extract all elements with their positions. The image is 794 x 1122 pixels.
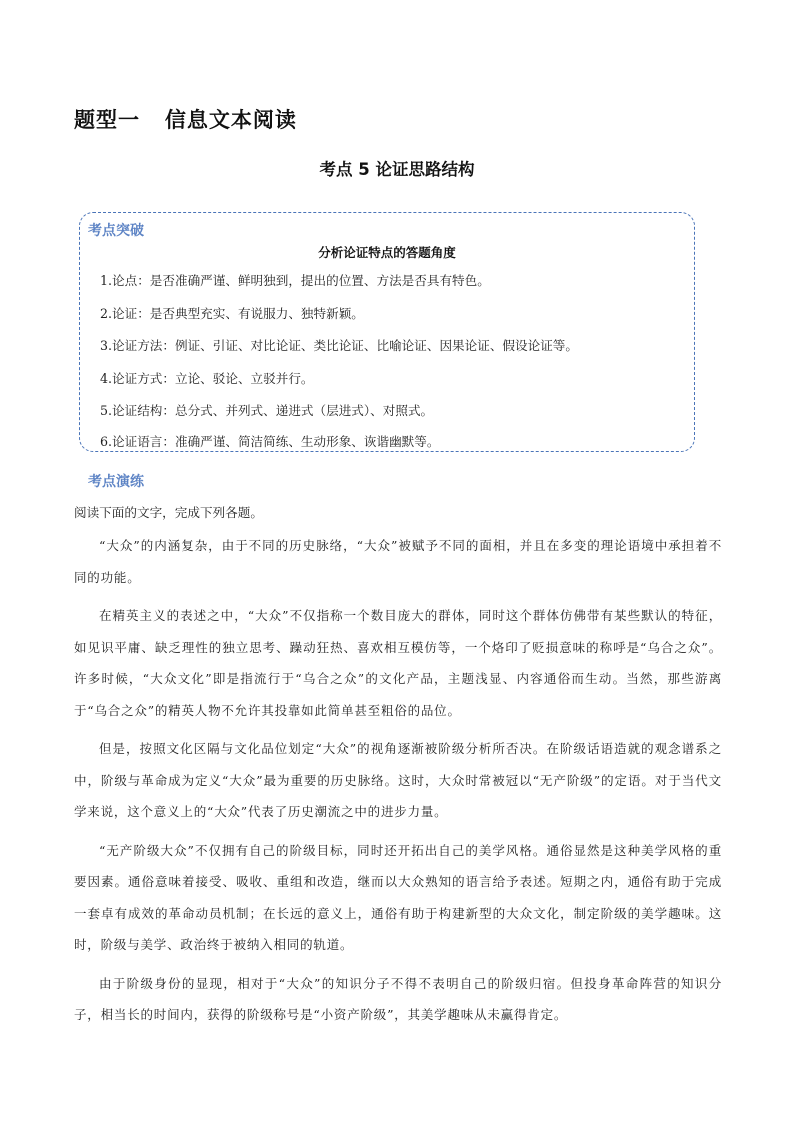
reading-instruction: 阅读下面的文字，完成下列各题。 [74,505,263,520]
drill-label: 考点演练 [88,474,144,490]
section-title: 题型一 信息文本阅读 [74,108,297,132]
passage-paragraph: “大众”的内涵复杂，由于不同的历史脉络，“大众”被赋予不同的面相，并且在多变的理论语境中承担着不同的功能。 [74,538,722,585]
point-5: 5.论证结构：总分式、并列式、递进式（层进式）、对照式。 [100,403,434,418]
point-1: 1.论点：是否准确严谨、鲜明独到，提出的位置、方法是否具有特色。 [100,273,490,288]
passage-paragraph: “无产阶级大众”不仅拥有自己的阶级目标，同时还开拓出自己的美学风格。通俗显然是这种美学风格的重要因素。通俗意味着接受、吸收、重组和改造，继而以大众熟知的语言给予表述。短期之内，通俗有助于完成一套卓有成效的革命动员机制；在长远的意义上，通俗有助于构建新型的大众文化，制定阶级的美学趣味。这时，阶级与美学、政治终于被纳入相同的轨道。 [74,842,722,952]
passage-paragraph: 但是，按照文化区隔与文化品位划定“大众”的视角逐渐被阶级分析所否决。在阶级话语造就的观念谱系之中，阶级与革命成为定义“大众”最为重要的历史脉络。这时，大众时常被冠以“无产阶级”的定语。对于当代文学来说，这个意义上的“大众”代表了历史潮流之中的进步力量。 [74,741,722,819]
breakthrough-box [79,212,695,452]
breakthrough-label: 考点突破 [88,223,144,239]
passage-paragraph: 由于阶级身份的显现，相对于“大众”的知识分子不得不表明自己的阶级归宿。但投身革命阵营的知识分子，相当长的时间内，获得的阶级称号是“小资产阶级”，其美学趣味从未赢得肯定。 [74,975,722,1022]
reading-passage [74,530,722,1038]
point-6: 6.论证语言：准确严谨、简洁简练、生动形象、诙谐幽默等。 [100,434,440,449]
point-2: 2.论证：是否典型充实、有说服力、独特新颖。 [100,306,364,321]
topic-title: 考点 5 论证思路结构 [319,160,475,179]
point-4: 4.论证方式：立论、驳论、立驳并行。 [100,371,314,386]
point-3: 3.论证方法：例证、引证、对比论证、类比论证、比喻论证、因果论证、假设论证等。 [100,338,578,353]
breakthrough-heading: 分析论证特点的答题角度 [318,245,456,260]
passage-paragraph: 在精英主义的表述之中，“大众”不仅指称一个数目庞大的群体，同时这个群体仿佛带有某些默认的特征，如见识平庸、缺乏理性的独立思考、躁动狂热、喜欢相互模仿等，一个烙印了贬损意味的称呼是“乌合之众”。许多时候，“大众文化”即是指流行于“乌合之众”的文化产品，主题浅显、内容通俗而生动。当然，那些游离于“乌合之众”的精英人物不允许其投靠如此简单甚至粗俗的品位。 [74,608,722,718]
